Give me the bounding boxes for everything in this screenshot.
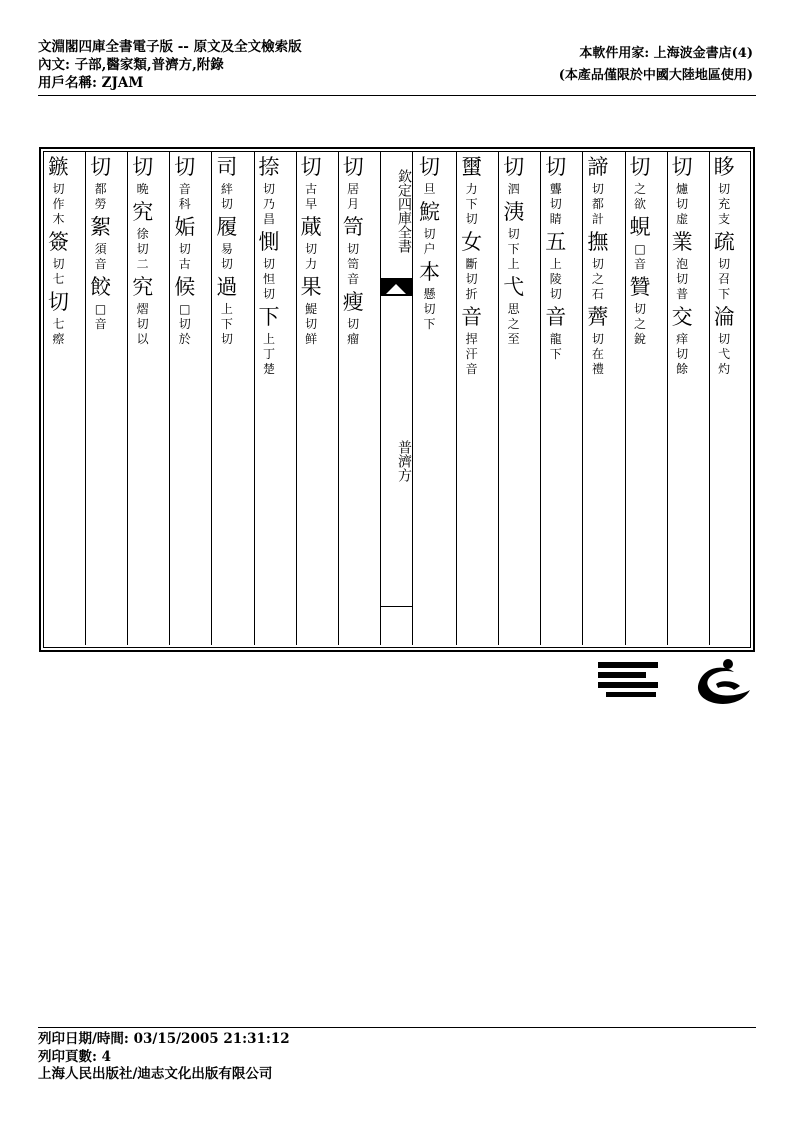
head-character: 切 (174, 155, 196, 179)
annotation-character: □ (634, 242, 646, 256)
annotation-character: 上 (220, 302, 233, 316)
annotation-character: 灼 (718, 362, 731, 376)
head-character: 贊 (629, 275, 651, 299)
head-character: 候 (174, 275, 196, 299)
head-character: 弋 (503, 275, 525, 299)
annotation-character: 下 (465, 197, 478, 211)
region-restriction: (本產品僅限於中國大陸地區使用) (558, 68, 753, 83)
annotation-character: 切 (591, 257, 604, 271)
head-character: 疏 (713, 230, 735, 254)
annotation-character: 音 (178, 182, 191, 196)
right-column-2 (456, 152, 487, 644)
annotation-character: 切 (507, 227, 520, 241)
head-character: 音 (545, 305, 567, 329)
annotation-character: 下 (507, 242, 520, 256)
head-character: 切 (503, 155, 525, 179)
annotation-character: 切 (676, 347, 689, 361)
annotation-character: 作 (52, 197, 65, 211)
head-character: 惻 (258, 230, 280, 254)
head-character: 笥 (342, 215, 364, 239)
annotation-character: 楚 (262, 362, 275, 376)
head-character: 切 (545, 155, 567, 179)
annotation-character: 易 (220, 242, 233, 256)
annotation-character: 木 (52, 212, 65, 226)
header-info (38, 38, 302, 92)
head-character: 五 (545, 230, 567, 254)
annotation-character: 下 (718, 287, 731, 301)
annotation-character: 丁 (262, 347, 275, 361)
head-character: 究 (132, 200, 154, 224)
right-column-divider (667, 151, 668, 645)
annotation-character: 切 (549, 197, 562, 211)
left-column-5 (211, 152, 242, 644)
head-character: 簽 (48, 230, 69, 254)
annotation-character: 斷 (465, 257, 478, 271)
annotation-character: 之 (633, 182, 646, 196)
print-page-count: 列印頁數: 4 (38, 1048, 112, 1065)
annotation-character: 泗 (507, 182, 520, 196)
head-character: 交 (671, 305, 693, 329)
annotation-character: 切 (676, 197, 689, 211)
head-character: 捺 (258, 155, 280, 179)
annotation-character: 禮 (591, 362, 604, 376)
annotation-character: 音 (94, 257, 107, 271)
annotation-character: 切 (347, 317, 360, 331)
left-column-8 (338, 152, 369, 644)
header-content-path: 內文: 子部,醫家類,普濟方,附錄 (38, 57, 224, 73)
annotation-character: 切 (305, 317, 318, 331)
right-column-6 (625, 152, 656, 644)
annotation-character: 怛 (262, 272, 275, 286)
license-holder: 本軟件用家: 上海波金書店(4) (579, 46, 753, 61)
left-column-4 (169, 152, 200, 644)
right-column-7 (667, 152, 698, 644)
annotation-character: 切 (718, 332, 731, 346)
annotation-character: 切 (136, 317, 149, 331)
head-character: 餃 (90, 275, 112, 299)
annotation-character: 爈 (676, 182, 689, 196)
head-character: 蕆 (300, 215, 322, 239)
annotation-character: 瘤 (347, 332, 360, 346)
annotation-character: 早 (305, 197, 318, 211)
annotation-character: 力 (305, 257, 318, 271)
annotation-character: 旦 (423, 182, 436, 196)
header-title: 文淵閣四庫全書電子版 -- 原文及全文檢索版 (38, 39, 302, 55)
annotation-character: 切 (718, 182, 731, 196)
annotation-character: 切 (305, 242, 318, 256)
annotation-character: 計 (591, 212, 604, 226)
annotation-character: 懸 (423, 287, 436, 301)
center-bottom-line (380, 606, 412, 607)
annotation-character: 至 (507, 332, 520, 346)
right-column-divider (709, 151, 710, 645)
header-rule (38, 95, 756, 96)
head-character: 蠒 (461, 155, 483, 179)
print-datetime: 列印日期/時間: 03/15/2005 21:31:12 (38, 1031, 290, 1047)
center-subtitle: 普濟方 (396, 440, 412, 482)
head-character: 本 (419, 260, 440, 284)
annotation-character: 之 (507, 317, 520, 331)
annotation-character: 晩 (136, 182, 149, 196)
head-character: 切 (90, 155, 112, 179)
right-column-divider (456, 151, 457, 645)
left-column-divider (211, 151, 212, 645)
head-character: 撫 (587, 230, 609, 254)
annotation-character: 須 (94, 242, 107, 256)
annotation-character: 勞 (94, 197, 107, 211)
annotation-character: 七 (52, 272, 65, 286)
annotation-character: 切 (220, 257, 233, 271)
annotation-character: 上 (507, 257, 520, 271)
head-character: 音 (461, 305, 483, 329)
left-column-divider (127, 151, 128, 645)
annotation-character: 切 (262, 182, 275, 196)
annotation-character: 餘 (676, 362, 689, 376)
right-column-8 (709, 152, 740, 644)
annotation-character: 上 (549, 257, 562, 271)
annotation-character: 鲜 (305, 332, 318, 346)
left-column-3 (127, 152, 158, 644)
annotation-character: 切 (52, 182, 65, 196)
head-character: 切 (48, 290, 69, 314)
annotation-character: 上 (262, 332, 275, 346)
annotation-character: 睛 (549, 212, 562, 226)
head-character: 蜆 (629, 215, 651, 239)
right-column-4 (540, 152, 571, 644)
head-character: 切 (671, 155, 693, 179)
annotation-character: 切 (465, 212, 478, 226)
annotation-character: 陵 (549, 272, 562, 286)
annotation-character: 切 (52, 257, 65, 271)
head-character: 業 (671, 230, 693, 254)
center-column (380, 151, 412, 645)
head-character: 過 (216, 275, 238, 299)
footer-info (38, 1031, 290, 1084)
head-character: 果 (300, 275, 322, 299)
head-character: 切 (629, 155, 651, 179)
annotation-character: 鯷 (305, 302, 318, 316)
annotation-character: 石 (591, 287, 604, 301)
annotation-character: 捍 (465, 332, 478, 346)
annotation-character: 虚 (676, 212, 689, 226)
annotation-character: 古 (178, 257, 191, 271)
annotation-character: 徐 (136, 227, 149, 241)
publisher-credit: 上海人民出版社/迪志文化出版有限公司 (38, 1066, 273, 1082)
annotation-character: 笥 (347, 257, 360, 271)
annotation-character: 切 (465, 272, 478, 286)
seal-logo (690, 656, 754, 712)
head-character: 究 (132, 275, 154, 299)
annotation-character: 聾 (549, 182, 562, 196)
annotation-character: 下 (220, 317, 233, 331)
annotation-character: 切 (676, 272, 689, 286)
annotation-character: 於 (178, 332, 191, 346)
annotation-character: 瘵 (52, 332, 65, 346)
annotation-character: 以 (136, 332, 149, 346)
center-divider-left (380, 151, 381, 645)
left-column-divider (338, 151, 339, 645)
head-character: 履 (216, 215, 238, 239)
annotation-character: 在 (591, 347, 604, 361)
head-character: 薺 (587, 305, 609, 329)
annotation-character: □ (94, 302, 107, 316)
annotation-character: 昌 (262, 212, 275, 226)
annotation-character: 切 (178, 242, 191, 256)
head-character: 女 (461, 230, 483, 254)
annotation-character: 科 (178, 197, 191, 211)
left-column-2 (85, 152, 116, 644)
fishtail-notch (386, 284, 406, 294)
head-character: 切 (419, 155, 440, 179)
left-column-divider (254, 151, 255, 645)
annotation-character: 折 (465, 287, 478, 301)
annotation-character: 音 (633, 257, 646, 271)
head-character: 下 (258, 305, 280, 329)
annotation-character: 音 (465, 362, 478, 376)
left-column-divider (169, 151, 170, 645)
right-column-divider (582, 151, 583, 645)
annotation-character: 都 (94, 182, 107, 196)
right-column-5 (582, 152, 613, 644)
header-license (559, 43, 753, 87)
head-character: 切 (342, 155, 364, 179)
head-character: 鯇 (419, 200, 440, 224)
annotation-character: 切 (633, 302, 646, 316)
right-column-1 (414, 152, 445, 644)
annotation-character: 切 (423, 302, 436, 316)
head-character: 切 (300, 155, 322, 179)
right-column-divider (498, 151, 499, 645)
annotation-character: 絆 (220, 182, 233, 196)
annotation-character: 支 (718, 212, 731, 226)
header-username: 用戶名稱: ZJAM (38, 75, 144, 91)
left-column-7 (296, 152, 327, 644)
annotation-character: 都 (591, 197, 604, 211)
publisher-logo (596, 656, 662, 700)
annotation-character: 切 (591, 182, 604, 196)
head-character: 諦 (587, 155, 609, 179)
right-column-3 (498, 152, 529, 644)
annotation-character: 下 (423, 317, 436, 331)
annotation-character: 切 (136, 242, 149, 256)
annotation-character: 痒 (676, 332, 689, 346)
annotation-character: 切 (220, 197, 233, 211)
annotation-character: 下 (549, 347, 562, 361)
annotation-character: 欲 (633, 197, 646, 211)
center-divider-right (412, 151, 413, 645)
annotation-character: 切 (549, 287, 562, 301)
annotation-character: 切 (591, 332, 604, 346)
annotation-character: 切 (347, 242, 360, 256)
annotation-character: 之 (591, 272, 604, 286)
annotation-character: 切 (262, 287, 275, 301)
annotation-character: 泡 (676, 257, 689, 271)
left-column-divider (296, 151, 297, 645)
head-character: 司 (216, 155, 238, 179)
annotation-character: 切 (220, 332, 233, 346)
left-column-divider (85, 151, 86, 645)
annotation-character: 音 (347, 272, 360, 286)
annotation-character: 力 (465, 182, 478, 196)
annotation-character: 之 (633, 317, 646, 331)
annotation-character: 七 (52, 317, 65, 331)
head-character: 瘦 (342, 290, 364, 314)
left-column-6 (254, 152, 285, 644)
annotation-character: 召 (718, 272, 731, 286)
head-character: 鏃 (48, 155, 69, 179)
annotation-character: 切 (178, 317, 191, 331)
annotation-character: 音 (94, 317, 107, 331)
annotation-character: 弋 (718, 347, 731, 361)
head-character: 切 (132, 155, 154, 179)
annotation-character: 二 (136, 257, 149, 271)
left-column-1 (43, 152, 74, 644)
head-character: 洟 (503, 200, 525, 224)
annotation-character: 乃 (262, 197, 275, 211)
right-column-divider (540, 151, 541, 645)
annotation-character: 銳 (633, 332, 646, 346)
head-character: 眵 (713, 155, 735, 179)
annotation-character: 切 (718, 257, 731, 271)
annotation-character: 充 (718, 197, 731, 211)
head-character: 淪 (713, 305, 735, 329)
annotation-character: 古 (305, 182, 318, 196)
annotation-character: 月 (347, 197, 360, 211)
annotation-character: 龍 (549, 332, 562, 346)
center-title: 欽定四庫全書 (396, 169, 412, 253)
head-character: 絮 (90, 215, 112, 239)
annotation-character: 思 (507, 302, 520, 316)
annotation-character: 普 (676, 287, 689, 301)
annotation-character: □ (179, 302, 191, 316)
annotation-character: 切 (262, 257, 275, 271)
footer-rule (38, 1027, 756, 1028)
annotation-character: 切 (423, 227, 436, 241)
annotation-character: 汗 (465, 347, 478, 361)
annotation-character: 熠 (136, 302, 149, 316)
right-column-divider (625, 151, 626, 645)
head-character: 姤 (174, 215, 196, 239)
annotation-character: 户 (423, 242, 436, 256)
annotation-character: 居 (347, 182, 360, 196)
